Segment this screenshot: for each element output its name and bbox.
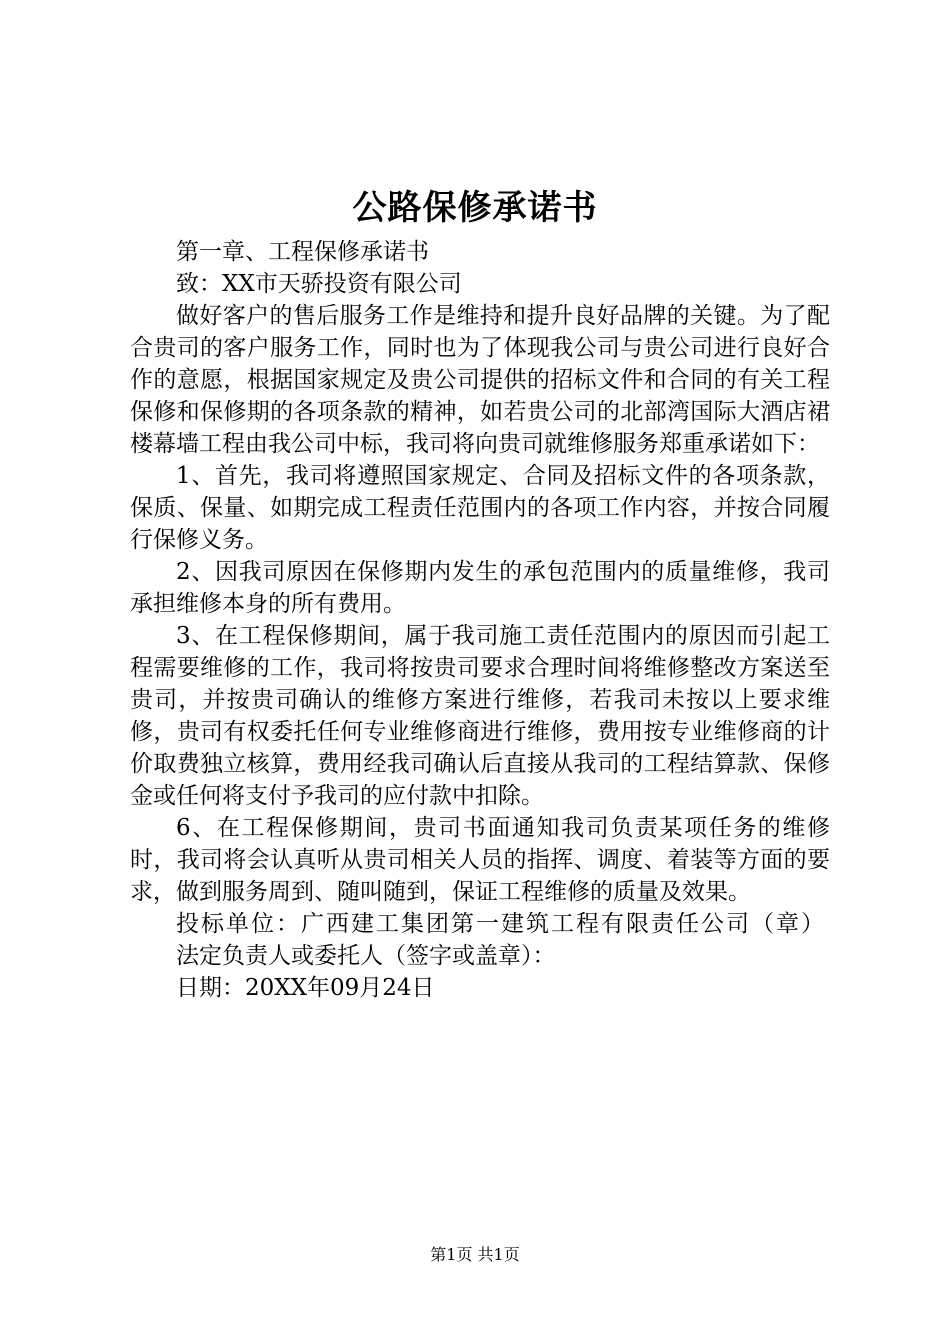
page-footer: 第1页 共1页 xyxy=(430,1245,520,1264)
commitment-item-2: 2、因我司原因在保修期内发生的承包范围内的质量维修，我司承担维修本身的所有费用。 xyxy=(130,559,830,617)
intro-paragraph: 做好客户的售后服务工作是维持和提升良好品牌的关键。为了配合贵司的客户服务工作，同时也为了体现我公司与贵公司进行良好合作的意愿，根据国家规定及贵公司提供的招标文件和合同的有关工程保修和保修期的各项条款的精神，如若贵公司的北部湾国际大酒店裙楼幕墙工程由我公司中标，我司将向贵司就维修服务郑重承诺如下： xyxy=(130,303,830,457)
recipient-line: 致：XX市天骄投资有限公司 xyxy=(176,271,462,297)
commitment-item-3: 3、在工程保修期间，属于我司施工责任范围内的原因而引起工程需要维修的工作，我司将按贵司要求合理时间将维修整改方案送至贵司，并按贵司确认的维修方案进行维修，若我司未按以上要求维修，贵司有权委托任何专业维修商进行维修，费用按专业维修商的计价取费独立核算，费用经我司确认后直接从我司的工程结算款、保修金或任何将支付予我司的应付款中扣除。 xyxy=(130,623,830,809)
bidder-line: 投标单位：广西建工集团第一建筑工程有限责任公司（章） xyxy=(176,911,826,937)
commitment-item-1: 1、首先，我司将遵照国家规定、合同及招标文件的各项条款，保质、保量、如期完成工程责任范围内的各项工作内容，并按合同履行保修义务。 xyxy=(130,463,830,553)
representative-line: 法定负责人或委托人（签字或盖章）： xyxy=(176,943,556,969)
date-line: 日期：20XX年09月24日 xyxy=(176,975,435,1001)
chapter-heading: 第一章、工程保修承诺书 xyxy=(176,239,429,265)
document-body xyxy=(130,236,830,1004)
commitment-item-6: 6、在工程保修期间，贵司书面通知我司负责某项任务的维修时，我司将会认真听从贵司相关人员的指挥、调度、着装等方面的要求，做到服务周到、随叫随到，保证工程维修的质量及效果。 xyxy=(130,815,830,905)
document-title: 公路保修承诺书 xyxy=(352,188,598,228)
